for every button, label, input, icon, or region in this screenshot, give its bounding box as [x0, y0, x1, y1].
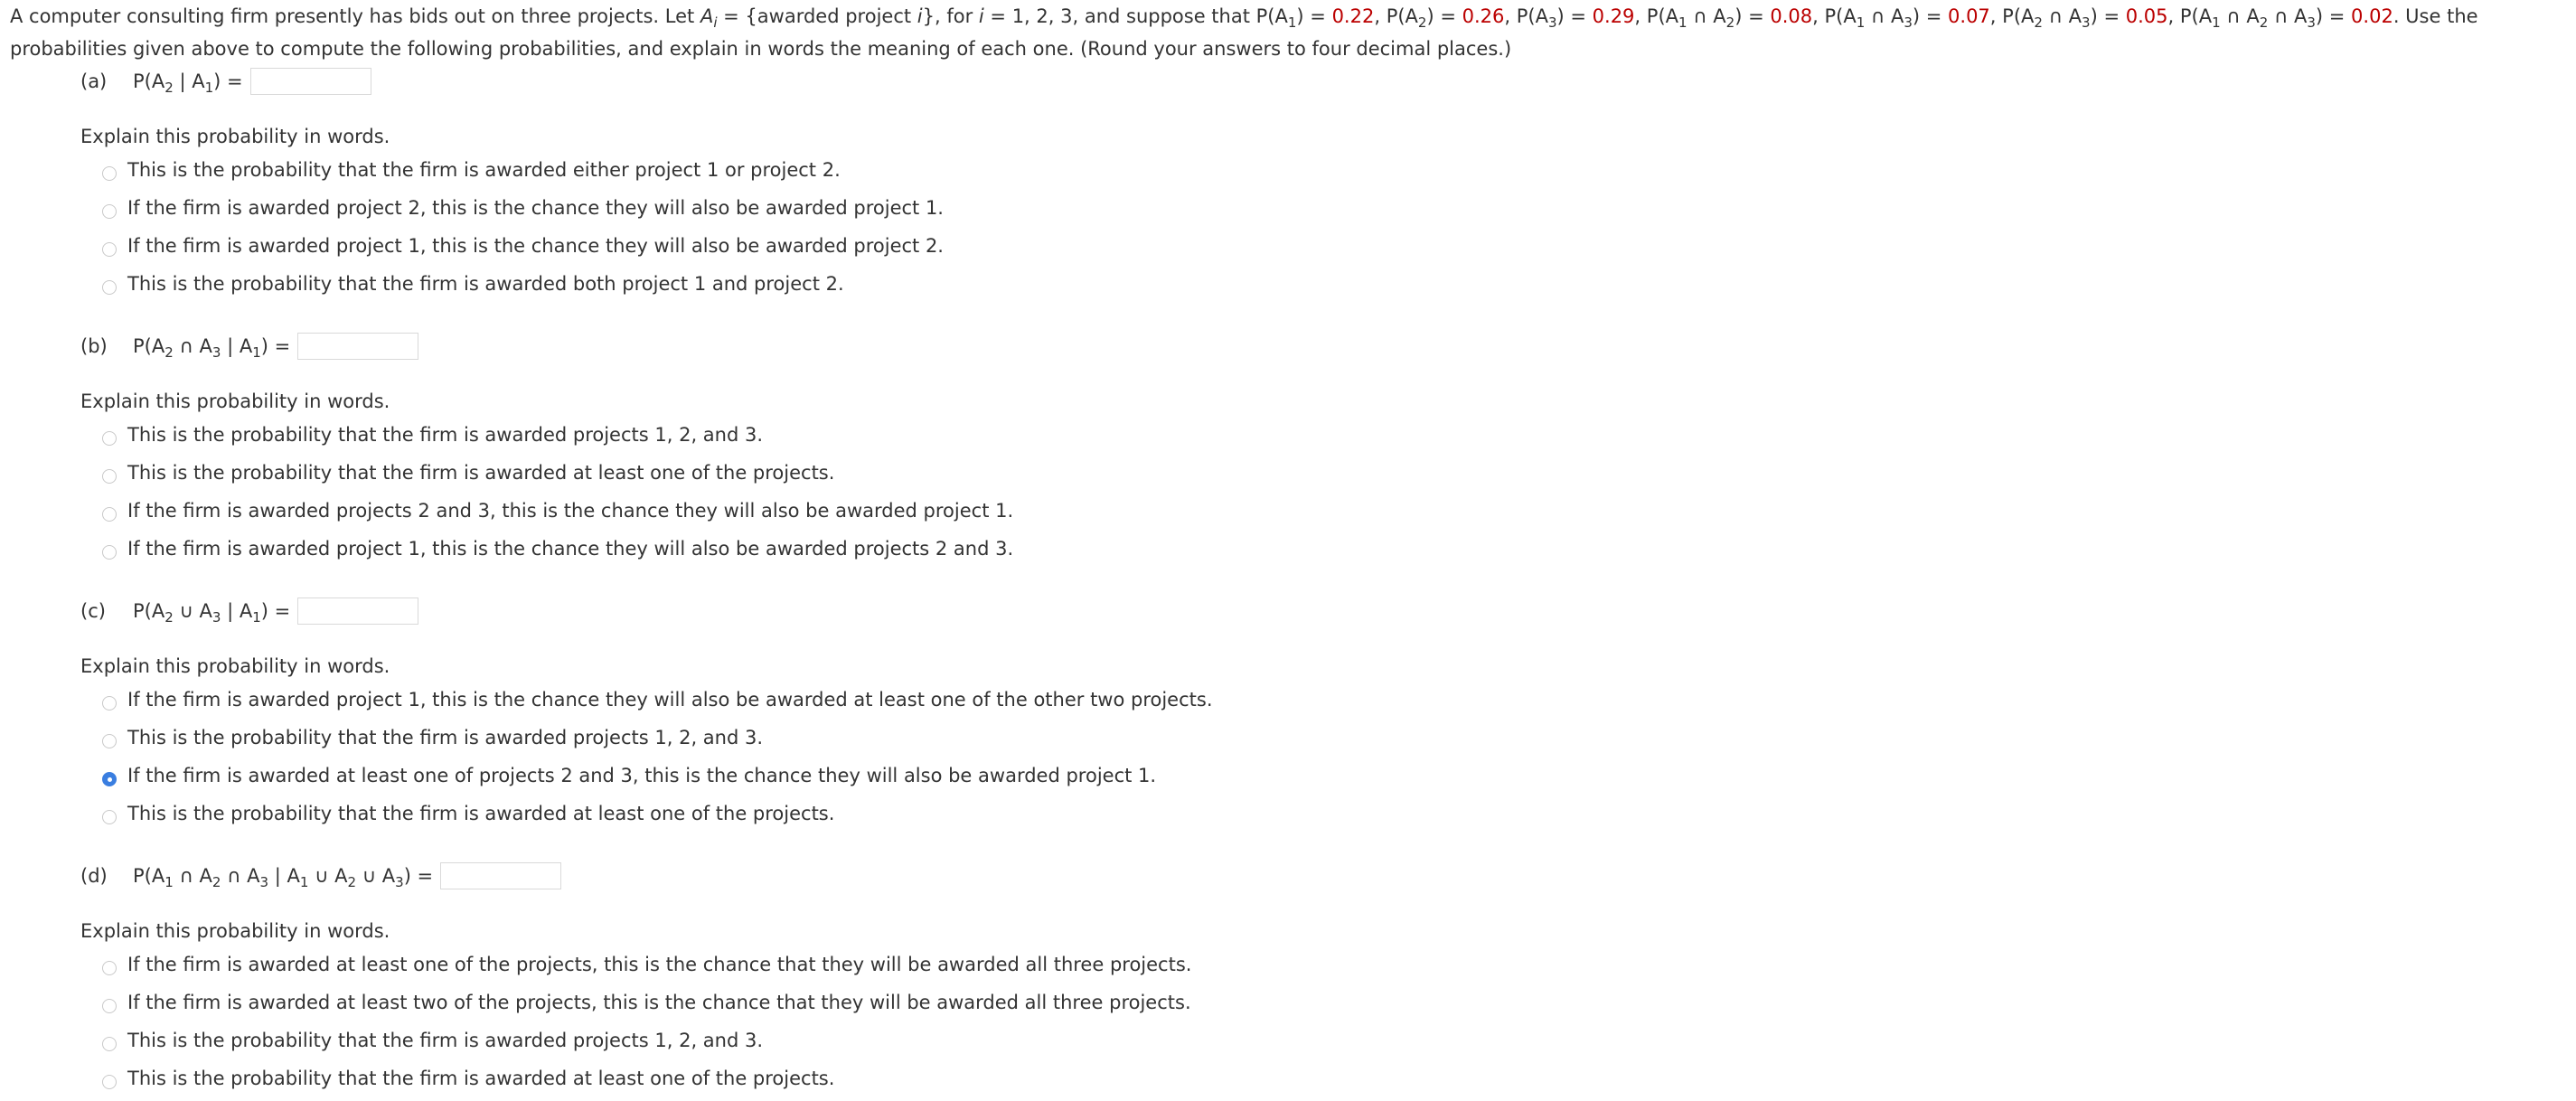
option-label: If the firm is awarded project 1, this is the chance they will also be awarded at least one of the other two projects. [127, 689, 1213, 710]
part-d [80, 858, 1191, 1097]
part-c-answer-input[interactable] [297, 598, 418, 625]
given-joint-4: $P(A_1$ ∩ $A_2$ ∩ $A_3) = 0.02$. [2179, 5, 2406, 31]
option-label: If the firm is awarded project 2, this is the chance they will also be awarded project 1. [127, 197, 944, 219]
radio-button[interactable] [102, 999, 117, 1013]
radio-button[interactable] [102, 507, 117, 522]
part-letter: (b) [80, 335, 108, 357]
intro-var: i [978, 5, 984, 27]
part-c-option-1[interactable] [102, 681, 1213, 719]
part-b-options [102, 416, 1013, 568]
option-label: This is the probability that the firm is awarded both project 1 and project 2. [127, 273, 844, 295]
part-letter: (a) [80, 71, 108, 92]
option-label: If the firm is awarded at least one of the projects, this is the chance that they will be awarded all three projects. [127, 954, 1192, 975]
part-c-option-2[interactable] [102, 719, 1213, 757]
problem-statement [10, 0, 2570, 65]
part-letter: (c) [80, 600, 106, 622]
part-d-option-3[interactable] [102, 1021, 1191, 1059]
option-label: This is the probability that the firm is awarded projects 1, 2, and 3. [127, 424, 764, 446]
part-d-answer-input[interactable] [440, 862, 561, 889]
part-b-answer-input[interactable] [297, 333, 418, 360]
radio-button[interactable] [102, 431, 117, 446]
intro-instructions: Use the probabilities given above to compute the following probabilities, and explain in words the meaning of each one. (Round your answers to four decimal places.) [10, 5, 2478, 60]
intro-text: }, for [922, 5, 979, 27]
intro-text: A computer consulting firm presently has bids out on three projects. Let [10, 5, 700, 27]
part-a-option-4[interactable] [102, 265, 944, 303]
radio-button[interactable] [102, 961, 117, 975]
part-d-options [102, 946, 1191, 1097]
part-b-option-1[interactable] [102, 416, 1013, 454]
radio-button-selected[interactable] [102, 772, 117, 786]
radio-button[interactable] [102, 242, 117, 257]
option-label: If the firm is awarded projects 2 and 3, this is the chance they will also be awarded project 1. [127, 500, 1014, 522]
option-label: This is the probability that the firm is awarded at least one of the projects. [127, 803, 835, 824]
option-label: If the firm is awarded at least one of projects 2 and 3, this is the chance they will also be awarded project 1. [127, 765, 1157, 786]
option-label: If the firm is awarded project 1, this is the chance they will also be awarded projects 2 and 3. [127, 538, 1014, 560]
radio-button[interactable] [102, 810, 117, 824]
radio-button[interactable] [102, 280, 117, 295]
part-c-options [102, 681, 1213, 833]
given-value: 0.22 [1331, 5, 1375, 27]
given-joint-3: $P(A_2$ ∩ $A_3) = 0.05$, [2002, 5, 2180, 31]
part-d-question [80, 858, 1191, 894]
part-a-option-2[interactable] [102, 189, 944, 227]
part-d-expression: $P(A_1$ ∩ $A_2$ ∩ $A_3$ | $A_1$ ∪ $A_2$ ∪ $A_3$) = [133, 865, 434, 890]
explain-label: Explain this probability in words. [80, 920, 390, 942]
explain-label: Explain this probability in words. [80, 126, 390, 147]
part-letter: (d) [80, 865, 108, 887]
part-d-option-1[interactable] [102, 946, 1191, 983]
given-value: 0.07 [1948, 5, 1990, 27]
option-label: If the firm is awarded project 1, this is the chance they will also be awarded project 2. [127, 235, 944, 257]
part-b-option-3[interactable] [102, 492, 1013, 530]
part-c-option-4[interactable] [102, 795, 1213, 833]
part-d-option-4[interactable] [102, 1059, 1191, 1097]
part-b-question [80, 328, 1013, 364]
part-a-expression: $P(A_2$ | $A_1$) = [133, 71, 243, 96]
part-b-option-2[interactable] [102, 454, 1013, 492]
part-b-option-4[interactable] [102, 530, 1013, 568]
given-prob-3: $P(A_3) = 0.29$, [1516, 5, 1647, 31]
radio-button[interactable] [102, 696, 117, 710]
intro-text: = {awarded project [717, 5, 917, 27]
part-c-question [80, 593, 1213, 629]
given-joint-1: $P(A_1$ ∩ $A_2) = 0.08$, [1646, 5, 1825, 31]
part-a-question [80, 63, 944, 99]
given-value: 0.02 [2351, 5, 2393, 27]
given-value: 0.08 [1770, 5, 1813, 27]
radio-button[interactable] [102, 734, 117, 748]
part-b [80, 328, 1013, 568]
part-a-option-1[interactable] [102, 151, 944, 189]
part-c [80, 593, 1213, 833]
part-c-option-3[interactable] [102, 757, 1213, 795]
explain-label: Explain this probability in words. [80, 391, 390, 412]
option-label: This is the probability that the firm is awarded at least one of the projects. [127, 1068, 835, 1089]
part-a-options [102, 151, 944, 303]
option-label: This is the probability that the firm is awarded at least one of the projects. [127, 462, 835, 484]
intro-var: A [700, 5, 714, 27]
given-value: 0.26 [1462, 5, 1505, 27]
part-c-expression: $P(A_2$ ∪ $A_3$ | $A_1$) = [133, 600, 291, 626]
given-prob-1: $P(A_1) = 0.22$, [1255, 5, 1387, 31]
part-a [80, 63, 944, 303]
radio-button[interactable] [102, 204, 117, 219]
option-label: This is the probability that the firm is awarded projects 1, 2, and 3. [127, 727, 764, 748]
intro-var: i [917, 5, 923, 27]
radio-button[interactable] [102, 166, 117, 181]
part-a-answer-input[interactable] [250, 68, 371, 95]
intro-sub: i [713, 14, 718, 31]
explain-label: Explain this probability in words. [80, 655, 390, 677]
given-joint-2: $P(A_1$ ∩ $A_3) = 0.07$, [1824, 5, 2003, 31]
option-label: If the firm is awarded at least two of the projects, this is the chance that they will be awarded all three projects. [127, 992, 1191, 1013]
radio-button[interactable] [102, 1075, 117, 1089]
given-prob-2: $P(A_2) = 0.26$, [1386, 5, 1517, 31]
option-label: This is the probability that the firm is awarded either project 1 or project 2. [127, 159, 841, 181]
part-d-option-2[interactable] [102, 983, 1191, 1021]
intro-text: = 1, 2, 3, and suppose that [983, 5, 1256, 27]
radio-button[interactable] [102, 545, 117, 560]
radio-button[interactable] [102, 1037, 117, 1051]
part-a-option-3[interactable] [102, 227, 944, 265]
part-b-expression: $P(A_2$ ∩ $A_3$ | $A_1$) = [133, 335, 291, 361]
given-value: 0.05 [2125, 5, 2168, 27]
radio-button[interactable] [102, 469, 117, 484]
option-label: This is the probability that the firm is awarded projects 1, 2, and 3. [127, 1030, 764, 1051]
given-value: 0.29 [1592, 5, 1635, 27]
